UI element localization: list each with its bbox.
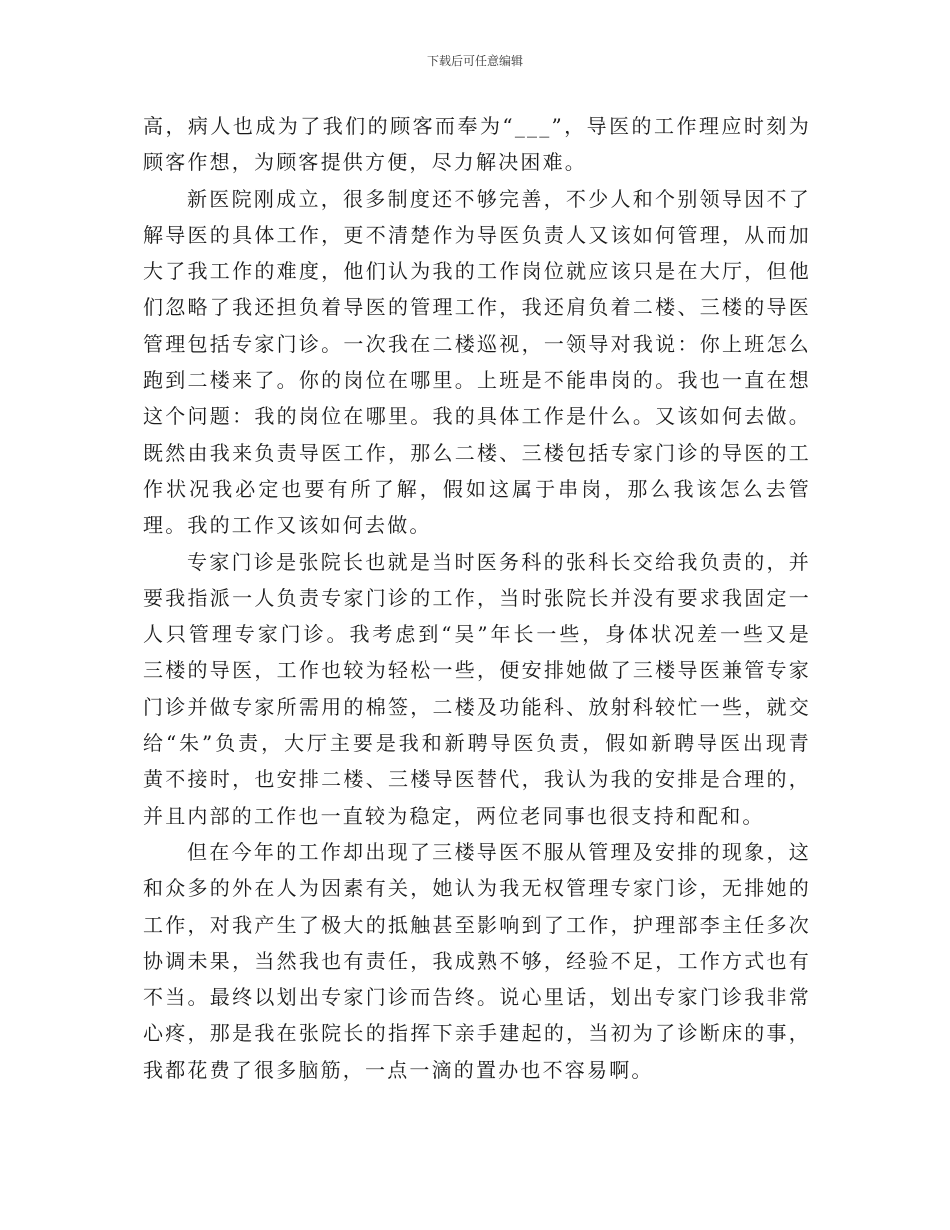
paragraph-2: 新医院刚成立，很多制度还不够完善，不少人和个别领导因不了解导医的具体工作，更不清楚作为导医负责人又该如何管理，从而加大了我工作的难度，他们认为我的工作岗位就应该只是在大厅，但他们忽略了我还担负着导医的管理工作，我还肩负着二楼、三楼的导医管理包括专家门诊。一次我在二楼巡视，一领导对我说：你上班怎么跑到二楼来了。你的岗位在哪里。上班是不能串岗的。我也一直在想这个问题：我的岗位在哪里。我的具体工作是什么。又该如何去做。既然由我来负责导医工作，那么二楼、三楼包括专家门诊的导医的工作状况我必定也要有所了解，假如这属于串岗，那么我该怎么去管理。我的工作又该如何去做。 <box>143 186 811 538</box>
document-body <box>143 108 811 1088</box>
paragraph-1: 高，病人也成为了我们的顾客而奉为“___”，导医的工作理应时刻为顾客作想，为顾客提供方便，尽力解决困难。 <box>143 114 811 175</box>
paragraph-3: 专家门诊是张院长也就是当时医务科的张科长交给我负责的，并要我指派一人负责专家门诊的工作，当时张院长并没有要求我固定一人只管理专家门诊。我考虑到“吴”年长一些，身体状况差一些又是三楼的导医，工作也较为轻松一些，便安排她做了三楼导医兼管专家门诊并做专家所需用的棉签，二楼及功能科、放射科较忙一些，就交给“朱”负责，大厅主要是我和新聘导医负责，假如新聘导医出现青黄不接时，也安排二楼、三楼导医替代，我认为我的安排是合理的，并且内部的工作也一直较为稳定，两位老同事也很支持和配和。 <box>143 549 811 828</box>
paragraph-4: 但在今年的工作却出现了三楼导医不服从管理及安排的现象，这和众多的外在人为因素有关，她认为我无权管理专家门诊，无排她的工作，对我产生了极大的抵触甚至影响到了工作，护理部李主任多次协调未果，当然我也有责任，我成熟不够，经验不足，工作方式也有不当。最终以划出专家门诊而告终。说心里话，划出专家门诊我非常心疼，那是我在张院长的指挥下亲手建起的，当初为了诊断床的事，我都花费了很多脑筋，一点一滴的置办也不容易啊。 <box>143 839 811 1082</box>
page-header: 下载后可任意编辑 <box>426 54 523 68</box>
